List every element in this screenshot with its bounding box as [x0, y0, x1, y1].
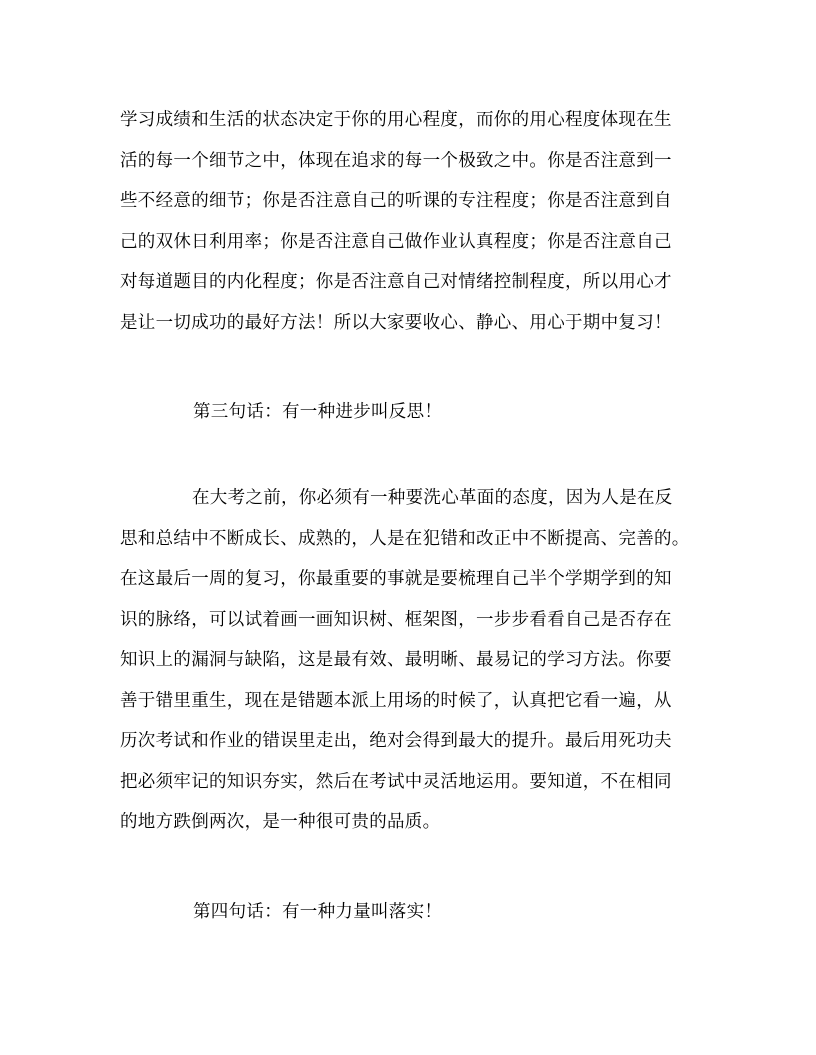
paragraph-line: 知识上的漏洞与缺陷，这是最有效、最明晰、最易记的学习方法。你要 — [120, 650, 672, 670]
paragraph-line: 善于错里重生，现在是错题本派上用场的时候了，认真把它看一遍，从 — [120, 690, 672, 711]
paragraph-line: 历次考试和作业的错误里走出，绝对会得到最大的提升。最后用死功夫 — [120, 731, 672, 751]
paragraph-line: 思和总结中不断成长、成熟的，人是在犯错和改正中不断提高、完善的。 — [120, 528, 690, 549]
paragraph-line: 学习成绩和生活的状态决定于你的用心程度，而你的用心程度体现在生 — [120, 110, 672, 130]
section-heading-fourth: 第四句话：有一种力量叫落实！ — [193, 902, 443, 922]
paragraph-line: 的地方跌倒两次，是一种很可贵的品质。 — [120, 812, 441, 832]
paragraph-line: 在大考之前，你必须有一种要洗心革面的态度，因为人是在反 — [192, 488, 673, 508]
paragraph-line: 对每道题目的内化程度；你是否注意自己对情绪控制程度，所以用心才 — [120, 272, 672, 292]
paragraph-line: 在这最后一周的复习，你最重要的事就是要梳理自己半个学期学到的知 — [120, 569, 672, 589]
paragraph-line: 识的脉络，可以试着画一画知识树、框架图，一步步看看自己是否存在 — [120, 609, 672, 630]
paragraph-line: 把必须牢记的知识夯实，然后在考试中灵活地运用。要知道，不在相同 — [120, 771, 672, 792]
paragraph-line: 己的双休日利用率；你是否注意自己做作业认真程度；你是否注意自己 — [120, 231, 672, 252]
paragraph-line: 是让一切成功的最好方法！所以大家要收心、静心、用心于期中复习！ — [120, 312, 672, 333]
paragraph-line: 些不经意的细节；你是否注意自己的听课的专注程度；你是否注意到自 — [120, 191, 672, 211]
section-heading-third: 第三句话：有一种进步叫反思！ — [193, 402, 443, 422]
paragraph-line: 活的每一个细节之中，体现在追求的每一个极致之中。你是否注意到一 — [120, 150, 672, 171]
paragraph-effort — [120, 100, 700, 343]
paragraph-reflection — [120, 478, 700, 843]
